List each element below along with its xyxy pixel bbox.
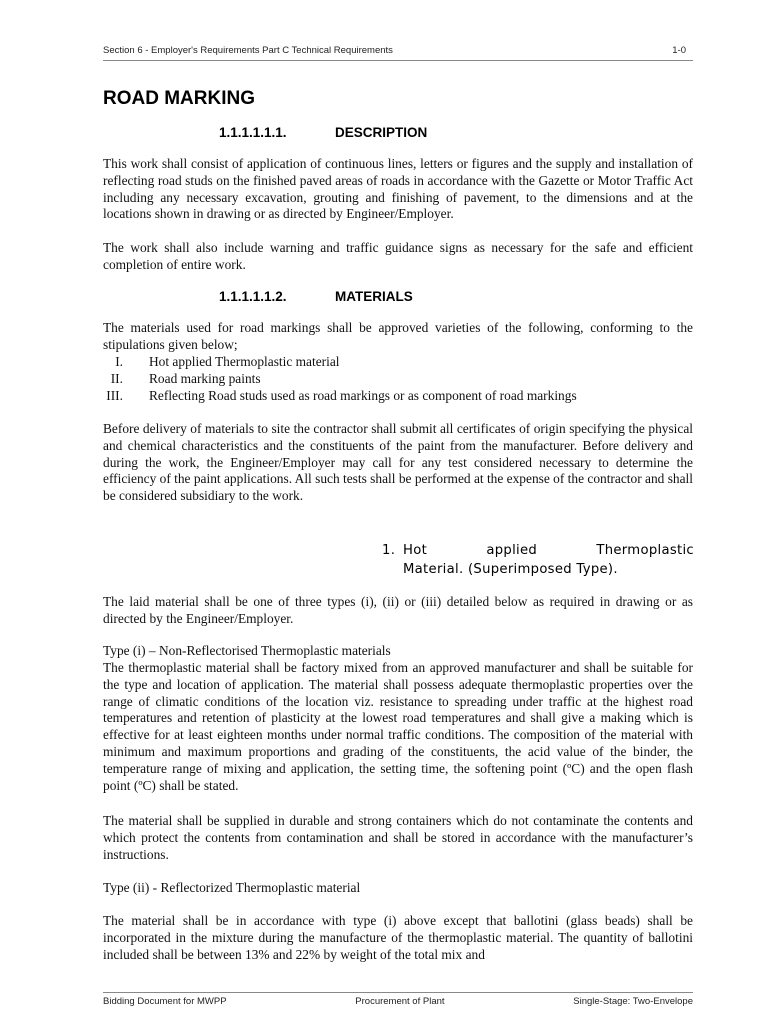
section-heading-description: [219, 125, 427, 140]
section-number: 1.1.1.1.1.2.: [219, 289, 287, 304]
type-1-paragraph-1: The thermoplastic material shall be factory mixed from an approved manufacturer and shall be suitable for the type and location of application. The material shall possess adequate thermoplastic properties over the range of climatic conditions of the location viz. resistance to spreading under traffic at the highest road temperatures and retention of plasticity at the lowest road temperatures and shall give a making which is effective for at least eighteen months under normal traffic conditions. The composition of the material with minimum and maximum proportions and grading of the constituents, the acid value of the binder, the temperature range of mixing and application, the setting time, the softening point (ºC) and the open flash point (ºC) shall be stated.: [103, 660, 693, 793]
list-item-text: Reflecting Road studs used as road markings or as component of road markings: [149, 387, 577, 403]
header-page-number: 1-0: [672, 45, 686, 56]
document-title: ROAD MARKING: [103, 88, 255, 109]
delivery-paragraph: Before delivery of materials to site the contractor shall submit all certificates of origin specifying the physical and chemical characteristics and the constituents of the paint from the manufacturer. Before delivery and during the work, the Engineer/Employer may call for any test considered necessary to determine the efficiency of the paint applications. All such tests shall be performed at the expense of the contractor and shall be considered subsidiary to the work.: [103, 421, 693, 504]
footer-rule: [103, 992, 693, 993]
list-item-text: Road marking paints: [149, 370, 261, 386]
type-2-title: Type (ii) - Reflectorized Thermoplastic material: [103, 880, 361, 895]
footer-left: Bidding Document for MWPP: [103, 996, 227, 1007]
section-label: MATERIALS: [335, 289, 413, 304]
list-item: [103, 388, 693, 405]
materials-list: [103, 354, 693, 404]
list-item-text: Hot applied Thermoplastic material: [149, 354, 340, 369]
footer-center: Procurement of Plant: [355, 996, 445, 1007]
footer-right: Single-Stage: Two-Envelope: [573, 996, 693, 1007]
list-item: [103, 354, 693, 371]
list-marker: I.: [115, 354, 123, 369]
list-marker: III.: [106, 387, 123, 403]
description-paragraph-2: The work shall also include warning and traffic guidance signs as necessary for the safe and efficient completion of entire work.: [103, 240, 693, 272]
list-item: [103, 371, 693, 388]
heading-line-2: Material. (Superimposed Type).: [403, 561, 618, 577]
materials-intro-paragraph: The materials used for road markings shall be approved varieties of the following, conforming to the stipulations given below;: [103, 320, 693, 352]
header-rule: [103, 60, 693, 61]
section-number: 1.1.1.1.1.1.: [219, 125, 287, 140]
page-header: [103, 44, 686, 57]
description-paragraph-1: This work shall consist of application of continuous lines, letters or figures and the supply and installation of reflecting road studs on the finished paved areas of roads in accordance with the Gazette or Motor Traffic Act including any necessary excavation, grouting and finishing of pavement, to the dimensions and at the locations shown in drawing or as directed by Engineer/Employer.: [103, 156, 693, 222]
section-heading-materials: [219, 289, 413, 304]
type-1-title: Type (i) – Non-Reflectorised Thermoplastic materials: [103, 643, 391, 658]
laid-material-paragraph: The laid material shall be one of three types (i), (ii) or (iii) detailed below as required in drawing or as directed by the Engineer/Employer.: [103, 594, 693, 626]
section-label: DESCRIPTION: [335, 125, 428, 140]
page-footer: [103, 995, 693, 1008]
type-1-paragraph-2: The material shall be supplied in durable and strong containers which do not contaminate the contents and which protect the contents from contamination and shall be stored in accordance with the manufacturer’s instructions.: [103, 813, 693, 862]
list-marker: II.: [110, 370, 123, 386]
type-2-paragraph: The material shall be in accordance with type (i) above except that ballotini (glass beads) shall be incorporated in the mixture during the manufacture of the thermoplastic material. The quantity of ballotini included shall be between 13% and 22% by weight of the total mix and: [103, 913, 693, 962]
hot-applied-heading: [382, 542, 694, 579]
heading-number: 1.: [382, 543, 396, 558]
heading-line-1: Hot applied Thermoplastic: [403, 543, 694, 558]
header-section-title: Section 6 - Employer's Requirements Part C Technical Requirements: [103, 45, 393, 56]
